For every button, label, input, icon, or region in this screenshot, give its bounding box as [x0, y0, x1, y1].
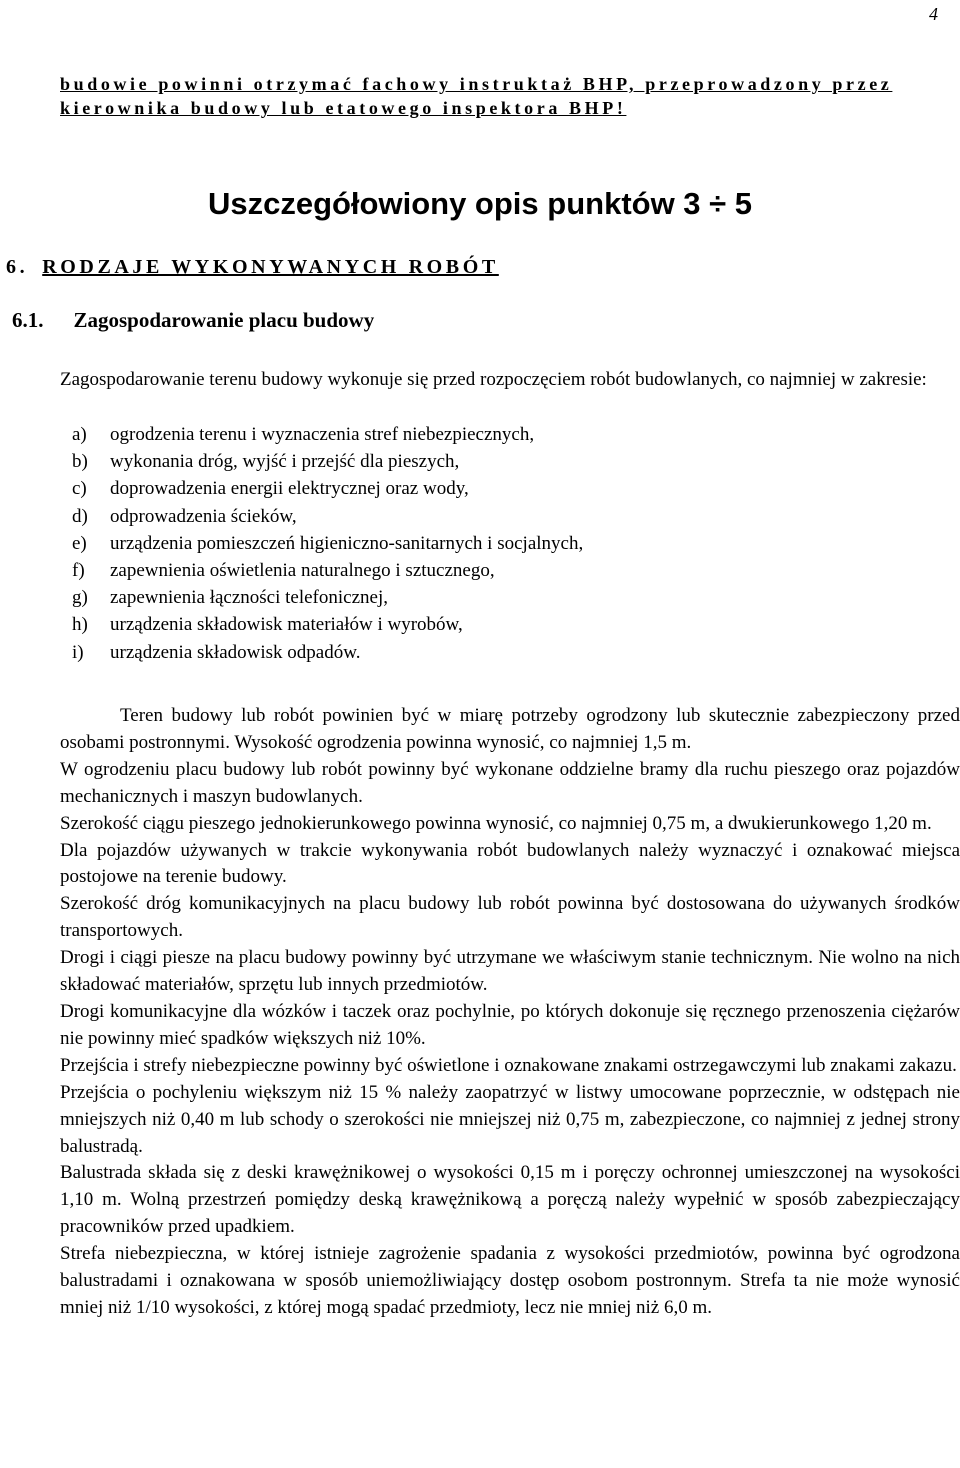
paragraph: Przejścia o pochyleniu większym niż 15 % należy zaopatrzyć w listwy umocowane poprzecznie, w odstępach nie mniejszych niż 0,40 m lub schody o szerokości nie mniejszej niż 0,75 m, zabezpieczone, co najmniej z jednej strony balustradą. — [60, 1081, 960, 1157]
paragraph: Teren budowy lub robót powinien być w miarę potrzeby ogrodzony lub skutecznie zabezpieczony przed osobami postronnymi. Wysokość ogrodzenia powinna wynosić, co najmniej 1,5 m. — [60, 705, 960, 753]
subsection-title: Zagospodarowanie placu budowy — [73, 308, 375, 332]
list-marker: e) — [72, 532, 87, 554]
paragraph: Balustrada składa się z deski krawężnikowej o wysokości 0,15 m i poręczy ochronnej umieszczonej na wysokości 1,10 m. Wolną przestrzeń pomiędzy deską krawężnikową a poręczą należy wypełnić w sposób zabezpieczający pracowników przed upadkiem. — [60, 1162, 960, 1238]
list-marker: i) — [72, 641, 84, 663]
list-item-text: ogrodzenia terenu i wyznaczenia stref niebezpiecznych, — [110, 424, 535, 445]
list-marker: f) — [72, 560, 85, 582]
list-item-text: urządzenia składowisk odpadów. — [110, 641, 361, 663]
paragraph: Szerokość ciągu pieszego jednokierunkowego powinna wynosić, co najmniej 0,75 m, a dwukierunkowego 1,20 m. — [60, 812, 932, 834]
list-item — [72, 475, 583, 502]
list-item — [72, 448, 583, 475]
paragraph: W ogrodzeniu placu budowy lub robót powinny być wykonane oddzielne bramy dla ruchu pieszego oraz pojazdów mechanicznych i maszyn budowlanych. — [60, 758, 960, 807]
subsection-number: 6.1. — [12, 308, 44, 332]
list-marker: d) — [72, 505, 88, 527]
paragraph: Strefa niebezpieczna, w której istnieje zagrożenie spadania z wysokości przedmiotów, powinna być ogrodzona balustradami i oznakowana w sposób uniemożliwiający dostęp osobom postronnym. Strefa ta nie może wynosić mniej niż 1/10 wysokości, z której mogą spadać przedmioty, lecz nie mniej niż 6,0 m. — [60, 1243, 960, 1318]
requirements-list — [72, 421, 583, 666]
paragraph: Szerokość dróg komunikacyjnych na placu budowy lub robót powinna być dostosowana do używanych środków transportowych. — [60, 893, 960, 942]
list-item — [72, 639, 583, 666]
list-marker: b) — [72, 451, 88, 473]
list-item-text: zapewnienia oświetlenia naturalnego i sztucznego, — [110, 560, 495, 582]
section-heading: Uszczegółowiony opis punktów 3 ÷ 5 — [207, 186, 753, 221]
list-item — [72, 611, 583, 638]
list-marker: a) — [72, 424, 87, 445]
list-item-text: wykonania dróg, wyjść i przejść dla pieszych, — [110, 451, 460, 473]
lead-paragraph: Zagospodarowanie terenu budowy wykonuje się przed rozpoczęciem robót budowlanych, co najmniej w zakresie: — [60, 369, 927, 390]
list-marker: c) — [72, 478, 87, 500]
chapter-heading — [6, 256, 499, 279]
list-item — [72, 530, 583, 557]
list-item-text: zapewnienia łączności telefonicznej, — [110, 587, 388, 609]
list-item-text: doprowadzenia energii elektrycznej oraz wody, — [110, 478, 469, 500]
chapter-number: 6. — [6, 256, 29, 278]
body-text — [60, 703, 960, 1322]
list-item-text: urządzenia pomieszczeń higieniczno-sanitarnych i socjalnych, — [110, 532, 584, 554]
intro-paragraph: budowie powinni otrzymać fachowy instruktaż BHP, przeprowadzony przez kierownika budowy lub etatowego inspektora BHP! — [60, 74, 893, 118]
page-number: 4 — [929, 4, 938, 24]
list-item — [72, 421, 583, 448]
list-item — [72, 584, 583, 611]
paragraph: Przejścia i strefy niebezpieczne powinny być oświetlone i oznakowane znakami ostrzegawczymi lub znakami zakazu. — [60, 1054, 957, 1076]
list-item-text: urządzenia składowisk materiałów i wyrobów, — [110, 614, 463, 636]
list-item — [72, 503, 583, 530]
subsection-heading — [12, 308, 374, 333]
list-marker: g) — [72, 587, 88, 609]
paragraph: Drogi i ciągi piesze na placu budowy powinny być utrzymane we właściwym stanie technicznym. Nie wolno na nich składować materiałów, sprzętu lub innych przedmiotów. — [60, 947, 960, 996]
list-marker: h) — [72, 614, 88, 636]
paragraph: Drogi komunikacyjne dla wózków i taczek oraz pochylnie, po których dokonuje się ręcznego przenoszenia ciężarów nie powinny mieć spadków większych niż 10%. — [60, 1000, 960, 1049]
list-item-text: odprowadzenia ścieków, — [110, 505, 297, 527]
list-item — [72, 557, 583, 584]
chapter-title: RODZAJE WYKONYWANYCH ROBÓT — [42, 256, 499, 278]
paragraph: Dla pojazdów używanych w trakcie wykonywania robót budowlanych należy wyznaczyć i oznakować miejsca postojowe na terenie budowy. — [60, 839, 960, 888]
